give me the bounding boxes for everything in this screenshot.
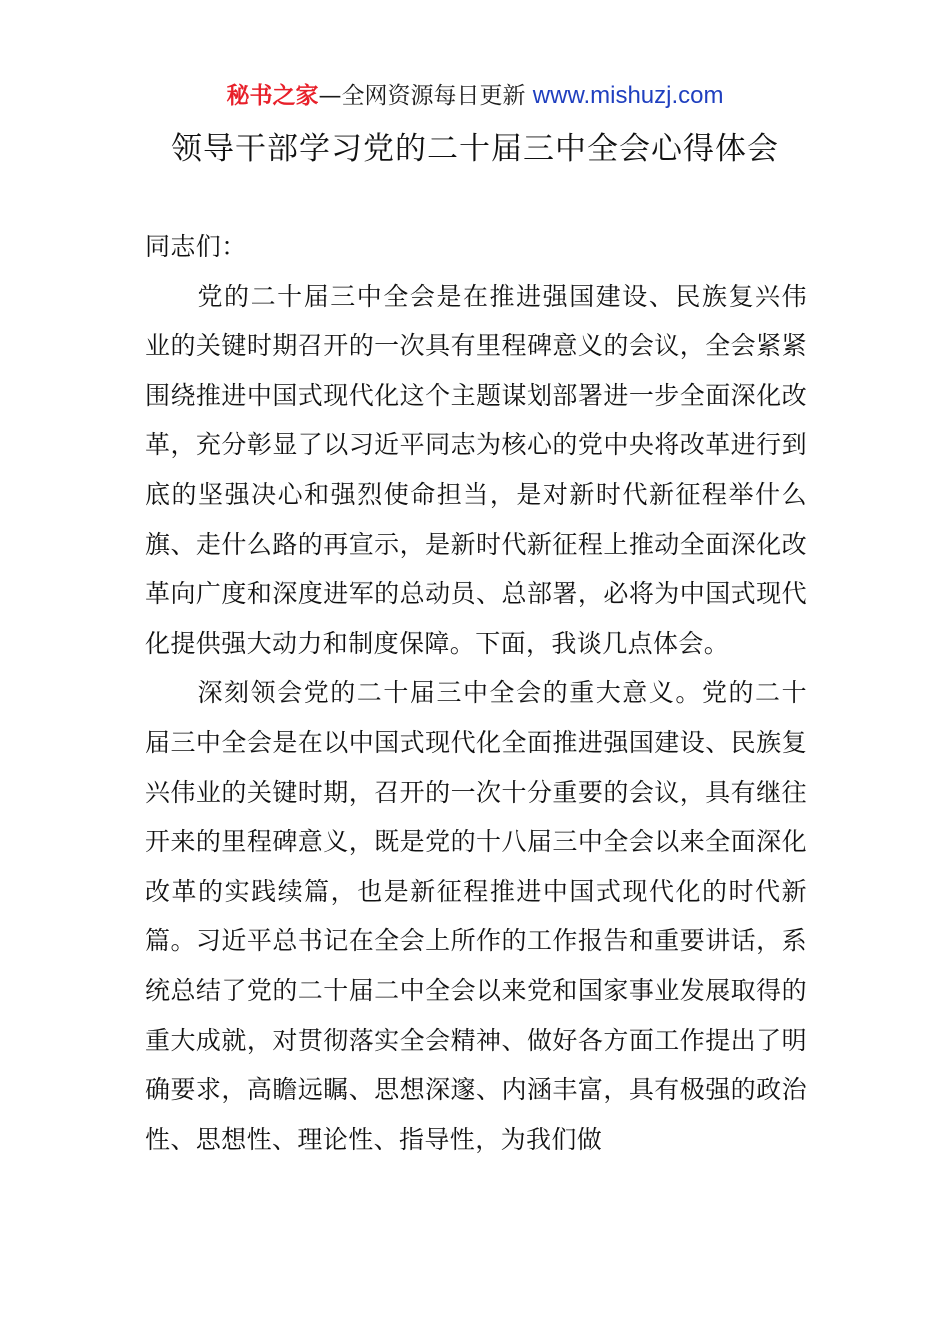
document-body <box>145 222 807 1164</box>
site-tagline: —全网资源每日更新 <box>318 83 533 109</box>
paragraph-2: 深刻领会党的二十届三中全会的重大意义。党的二十届三中全会是在以中国式现代化全面推进强国建设、民族复兴伟业的关键时期，召开的一次十分重要的会议，具有继往开来的里程碑意义，既是党的十八届三中全会以来全面深化改革的实践续篇，也是新征程推进中国式现代化的时代新篇。习近平总书记在全会上所作的工作报告和重要讲话，系统总结了党的二十届二中全会以来党和国家事业发展取得的重大成就，对贯彻落实全会精神、做好各方面工作提出了明确要求，高瞻远瞩、思想深邃、内涵丰富，具有极强的政治性、思想性、理论性、指导性，为我们做 <box>145 678 807 1154</box>
site-header <box>0 80 950 112</box>
salutation: 同志们： <box>145 232 247 261</box>
document-title: 领导干部学习党的二十届三中全会心得体会 <box>171 131 779 167</box>
site-brand: 秘书之家 <box>226 83 319 109</box>
paragraph-1: 党的二十届三中全会是在推进强国建设、民族复兴伟业的关键时期召开的一次具有里程碑意义的会议，全会紧紧围绕推进中国式现代化这个主题谋划部署进一步全面深化改革，充分彰显了以习近平同志为核心的党中央将改革进行到底的坚强决心和强烈使命担当，是对新时代新征程举什么旗、走什么路的再宣示，是新时代新征程上推动全面深化改革向广度和深度进军的总动员、总部署，必将为中国式现代化提供强大动力和制度保障。下面，我谈几点体会。 <box>145 281 807 658</box>
site-url-link[interactable]: www.mishuzj.com <box>532 82 724 109</box>
